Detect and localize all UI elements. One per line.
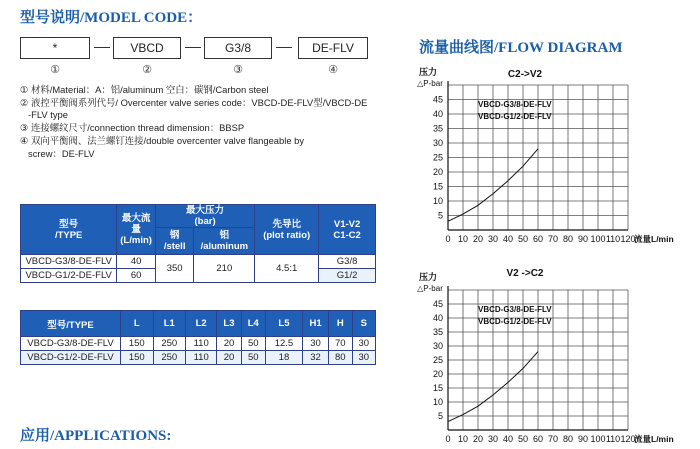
cell-thread: G1/2 (319, 269, 376, 283)
x-axis-label: 流量L/min (634, 434, 674, 444)
dim-cell: 12.5 (265, 337, 302, 351)
header-aluminum: 铝 /aluminum (194, 228, 255, 255)
y-tick-label: 15 (432, 181, 443, 192)
x-tick-label: 70 (547, 234, 559, 244)
dim-header: L5 (265, 311, 302, 337)
x-tick-label: 120 (620, 234, 636, 244)
dim-cell: VBCD-G1/2-DE-FLV (21, 351, 121, 365)
y-tick-label: 45 (432, 94, 443, 105)
cell-flow: 60 (117, 269, 156, 283)
code-number: ④ (328, 64, 338, 76)
y-axis-label: 压力 (418, 272, 438, 282)
dim-cell: 20 (217, 337, 241, 351)
dim-cell: 110 (186, 351, 217, 365)
x-tick-label: 120 (620, 434, 636, 444)
dim-cell: 250 (153, 351, 186, 365)
note-series: ② 液控平衡阀系列代号/ Overcenter valve series code：VBCD-DE-FLV型/VBCD-DE (20, 96, 368, 108)
code-number: ③ (233, 64, 243, 76)
cell-type: VBCD-G1/2-DE-FLV (21, 269, 117, 283)
y-tick-label: 20 (432, 167, 443, 177)
y-tick-label: 35 (432, 327, 443, 337)
dim-cell: 32 (302, 351, 328, 365)
note-thread: ③ 连接螺纹尺寸/connection thread dimension：BBSP (20, 122, 245, 134)
y-tick-label: 25 (432, 152, 443, 163)
dim-header: H1 (302, 311, 328, 337)
y-tick-label: 25 (432, 355, 443, 365)
x-tick-label: 30 (487, 234, 499, 244)
dim-header: S (352, 311, 375, 337)
legend-label: VBCD-G3/8-DE-FLV (478, 100, 552, 109)
y-tick-label: 10 (432, 196, 443, 206)
dim-cell: 110 (186, 337, 217, 351)
cell-type: VBCD-G3/8-DE-FLV (21, 255, 117, 269)
y-tick-label: 10 (432, 397, 443, 407)
y-tick-label: 5 (437, 411, 443, 421)
x-tick-label: 50 (517, 434, 529, 444)
y-tick-label: 35 (432, 123, 443, 134)
code-box-material: * (20, 37, 90, 59)
dim-cell: 18 (265, 351, 302, 365)
header-steel: 钢 /stell (155, 228, 194, 255)
header-type: 型号 /TYPE (21, 205, 117, 255)
dim-header: L4 (241, 311, 265, 337)
x-tick-label: 40 (502, 434, 514, 444)
y-axis-label: 压力 (418, 67, 438, 77)
note-series-cont: -FLV type (28, 109, 68, 121)
y-tick-label: 30 (432, 341, 443, 351)
chart-title: V2 ->C2 (506, 268, 544, 279)
dim-cell: 150 (121, 337, 154, 351)
x-tick-label: 80 (562, 434, 574, 444)
x-tick-label: 90 (577, 434, 589, 444)
dim-cell: 250 (153, 337, 186, 351)
code-box-type: DE-FLV (298, 37, 368, 59)
header-max-pressure: 最大压力 (bar) (155, 205, 254, 228)
x-axis-label: 流量L/min (634, 234, 674, 244)
dim-cell: 30 (352, 337, 375, 351)
x-tick-label: 0 (445, 234, 451, 244)
dim-cell: 70 (329, 337, 352, 351)
dim-cell: 50 (241, 351, 265, 365)
dim-header: L3 (217, 311, 241, 337)
note-type-cont: screw：DE-FLV (28, 147, 95, 159)
x-tick-label: 10 (457, 434, 469, 444)
dim-cell: VBCD-G3/8-DE-FLV (21, 337, 121, 351)
code-box-series: VBCD (113, 37, 181, 59)
x-tick-label: 100 (590, 434, 606, 444)
y-axis-label: △P-bar (417, 284, 443, 293)
code-number: ② (142, 64, 152, 76)
model-code-title: 型号说明/MODEL CODE： (20, 10, 203, 26)
chart-title: C2->V2 (507, 69, 543, 80)
x-tick-label: 20 (472, 434, 484, 444)
dim-header: H (329, 311, 352, 337)
dim-header: L (121, 311, 154, 337)
x-tick-label: 20 (472, 234, 484, 244)
flow-diagram-title: 流量曲线图/FLOW DIAGRAM (419, 40, 623, 56)
y-tick-label: 45 (432, 299, 443, 309)
legend-label: VBCD-G1/2-DE-FLV (478, 317, 552, 326)
header-pilot-ratio: 先导比 (plot ratio) (255, 205, 319, 255)
dim-header: L1 (153, 311, 186, 337)
x-tick-label: 40 (502, 234, 514, 244)
y-tick-label: 40 (432, 313, 443, 323)
x-tick-label: 50 (517, 234, 529, 244)
header-max-flow: 最大流量 (L/min) (117, 205, 156, 255)
x-tick-label: 60 (532, 434, 544, 444)
applications-title: 应用/APPLICATIONS: (20, 428, 172, 444)
dim-cell: 30 (352, 351, 375, 365)
x-tick-label: 0 (445, 434, 451, 444)
legend-label: VBCD-G3/8-DE-FLV (478, 305, 552, 314)
x-tick-label: 90 (577, 234, 589, 244)
cell-steel: 350 (155, 255, 194, 283)
cell-thread: G3/8 (319, 255, 376, 269)
legend-label: VBCD-G1/2-DE-FLV (478, 112, 552, 121)
dim-header: 型号/TYPE (21, 311, 121, 337)
x-tick-label: 80 (562, 234, 574, 244)
header-ports: V1-V2 C1-C2 (319, 205, 376, 255)
note-material: ① 材料/Material：A：铝/aluminum 空白：碳钢/Carbon steel (20, 84, 269, 95)
y-tick-label: 30 (432, 138, 443, 148)
y-tick-label: 40 (432, 109, 443, 119)
code-box-thread: G3/8 (204, 37, 272, 59)
x-tick-label: 60 (532, 234, 544, 244)
code-number: ① (50, 64, 60, 76)
x-tick-label: 70 (547, 434, 559, 444)
dim-cell: 50 (241, 337, 265, 351)
cell-flow: 40 (117, 255, 156, 269)
cell-aluminum: 210 (194, 255, 255, 283)
y-tick-label: 5 (437, 210, 443, 221)
dim-cell: 150 (121, 351, 154, 365)
dim-header: L2 (186, 311, 217, 337)
y-tick-label: 20 (432, 369, 443, 379)
dim-cell: 20 (217, 351, 241, 365)
y-axis-label: △P-bar (417, 79, 443, 88)
cell-ratio: 4.5:1 (255, 255, 319, 283)
dim-cell: 80 (329, 351, 352, 365)
x-tick-label: 30 (487, 434, 499, 444)
x-tick-label: 10 (457, 234, 469, 244)
note-type: ④ 双向平衡阀、法兰螺钉连接/double overcenter valve flangeable by (20, 134, 305, 146)
y-tick-label: 15 (432, 383, 443, 393)
x-tick-label: 110 (605, 234, 621, 244)
x-tick-label: 110 (605, 434, 621, 444)
x-tick-label: 100 (590, 234, 606, 244)
dim-cell: 30 (302, 337, 328, 351)
